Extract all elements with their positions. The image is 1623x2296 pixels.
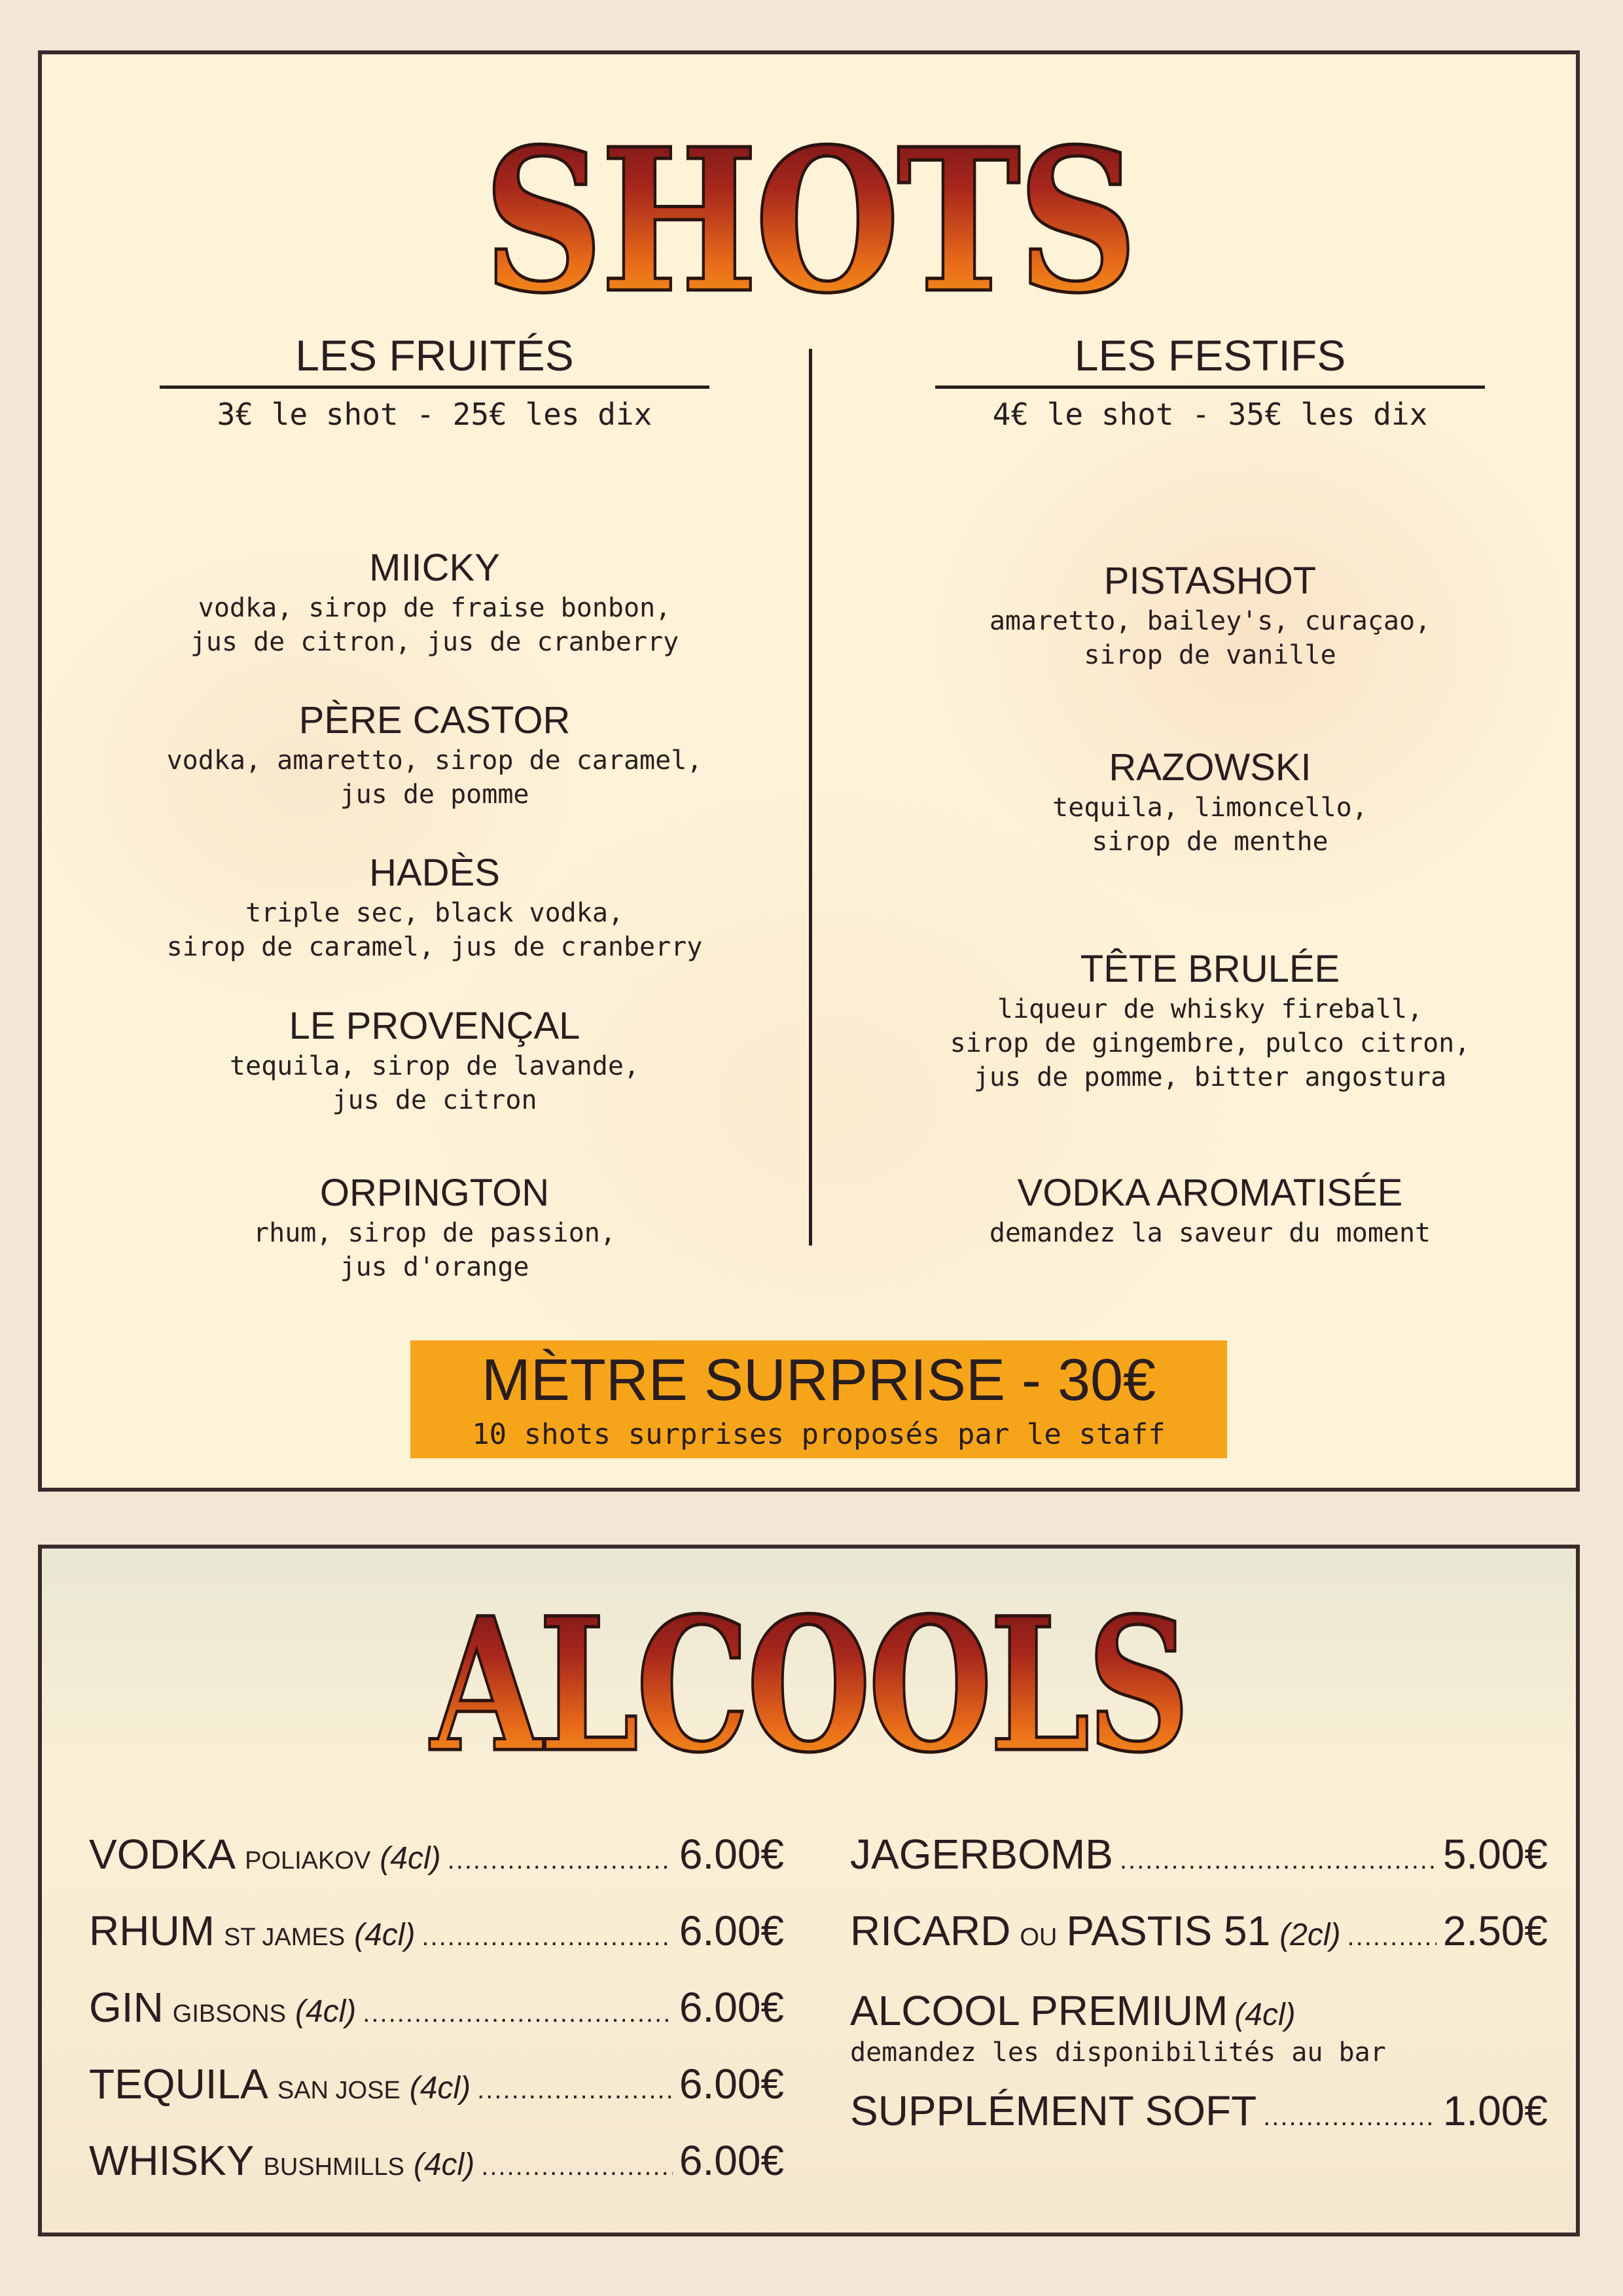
- shot-name: VODKA AROMATISÉE: [1017, 1172, 1403, 1214]
- surprise-subtitle: 10 shots surprises proposés par le staff: [472, 1418, 1166, 1451]
- shot-desc: liqueur de whisky fireball, sirop de gingembre, pulco citron, jus de pomme, bitter angostura: [950, 994, 1471, 1092]
- shot-name: HADÈS: [369, 852, 500, 894]
- alcool-row: [89, 1907, 784, 1983]
- alcool-price: 6.00€: [679, 2137, 784, 2184]
- dot-leader: [363, 1999, 673, 2028]
- surprise-title: MÈTRE SURPRISE - 30€: [481, 1348, 1156, 1413]
- alcool-price: 6.00€: [679, 1831, 784, 1878]
- shot-name: RAZOWSKI: [1109, 746, 1311, 789]
- alcool-volume: (4cl): [409, 2071, 471, 2106]
- alcools-title: ALCOOLS: [211, 1581, 1407, 1791]
- alcool-volume: (2cl): [1279, 1918, 1341, 1952]
- shot-name: MIICKY: [369, 547, 500, 589]
- alcool-volume: (4cl): [380, 1841, 441, 1876]
- alcool-brand: SAN JOSE: [277, 2077, 401, 2104]
- alcool-name: VODKA: [89, 1831, 236, 1878]
- shot-item: [147, 1170, 722, 1284]
- shot-name: LE PROVENÇAL: [289, 1005, 580, 1047]
- shot-item: [147, 545, 722, 659]
- alcool-volume: (4cl): [354, 1918, 416, 1952]
- festifs-heading: LES FESTIFS: [935, 329, 1485, 389]
- alcool-price: 6.00€: [679, 1907, 784, 1954]
- alcool-row: [89, 1830, 784, 1907]
- alcool-brand: ST JAMES: [223, 1924, 346, 1951]
- shot-desc: vodka, amaretto, sirop de caramel, jus de pomme: [166, 745, 703, 810]
- alcool-name: GIN: [89, 1984, 164, 2031]
- shot-name: TÊTE BRULÉE: [1080, 948, 1340, 990]
- festifs-column: [922, 329, 1498, 1248]
- shot-item: [922, 1170, 1498, 1250]
- alcool-premium: [850, 1983, 1548, 2087]
- dot-leader: [448, 1846, 673, 1875]
- alcool-name: PASTIS 51: [1066, 1907, 1271, 1954]
- alcool-volume: (4cl): [294, 1994, 357, 2029]
- festifs-price: 4€ le shot - 35€ les dix: [992, 397, 1428, 432]
- alcool-volume: (4cl): [1234, 1998, 1296, 2032]
- fruites-price: 3€ le shot - 25€ les dix: [217, 397, 652, 432]
- shots-title: SHOTS: [157, 113, 1461, 329]
- alcool-brand: POLIAKOV: [245, 1847, 371, 1874]
- alcools-right-list: [850, 1830, 1548, 2163]
- alcool-price: 1.00€: [1442, 2087, 1548, 2134]
- alcools-left-list: [89, 1830, 784, 2213]
- alcool-name: WHISKY: [89, 2137, 255, 2184]
- alcool-name: RHUM: [89, 1907, 215, 1954]
- alcool-price: 5.00€: [1442, 1831, 1548, 1878]
- alcool-name: JAGERBOMB: [850, 1831, 1113, 1878]
- shot-desc: rhum, sirop de passion, jus d'orange: [253, 1218, 616, 1282]
- alcool-row: [89, 2060, 784, 2136]
- alcool-row: [89, 2136, 784, 2213]
- fruites-column: [147, 329, 722, 1282]
- shot-name: PISTASHOT: [1103, 560, 1317, 602]
- shot-name: PÈRE CASTOR: [298, 699, 571, 742]
- shot-desc: vodka, sirop de fraise bonbon, jus de citron, jus de cranberry: [190, 593, 679, 657]
- alcool-price: 6.00€: [679, 1984, 784, 2031]
- alcool-connector: OU: [1020, 1924, 1058, 1951]
- alcools-panel: [38, 1545, 1580, 2236]
- alcool-name: RICARD: [850, 1907, 1011, 1954]
- metre-surprise-banner: [410, 1340, 1227, 1458]
- alcool-name: TEQUILA: [89, 2060, 268, 2108]
- alcool-name: ALCOOL PREMIUM: [850, 1987, 1228, 2034]
- dot-leader: [421, 1922, 672, 1952]
- alcool-price: 2.50€: [1442, 1907, 1548, 1954]
- shot-item: [147, 850, 722, 964]
- alcool-price: 6.00€: [679, 2060, 784, 2108]
- shot-item: [922, 558, 1498, 672]
- shot-item: [147, 1003, 722, 1117]
- shots-panel: [38, 50, 1580, 1492]
- alcool-brand: BUSHMILLS: [263, 2153, 404, 2181]
- shot-desc: demandez la saveur du moment: [989, 1218, 1431, 1248]
- dot-leader: [1263, 2102, 1436, 2132]
- alcool-name: SUPPLÉMENT SOFT: [850, 2087, 1257, 2134]
- shot-desc: amaretto, bailey's, curaçao, sirop de vanille: [989, 606, 1431, 670]
- fruites-heading: LES FRUITÉS: [160, 329, 709, 389]
- alcool-premium-desc: demandez les disponibilités au bar: [850, 2037, 1386, 2068]
- shot-name: ORPINGTON: [319, 1172, 550, 1214]
- shot-desc: triple sec, black vodka, sirop de caramel, jus de cranberry: [166, 898, 703, 962]
- alcool-row: [850, 1907, 1548, 1983]
- dot-leader: [477, 2075, 673, 2105]
- shot-item: [147, 698, 722, 812]
- dot-leader: [1120, 1846, 1436, 1875]
- shot-item: [922, 745, 1498, 859]
- alcool-row: [850, 1830, 1548, 1907]
- alcool-volume: (4cl): [413, 2147, 475, 2182]
- dot-leader: [1347, 1922, 1436, 1952]
- alcool-brand: GIBSONS: [172, 2000, 286, 2028]
- column-divider: [809, 349, 812, 1246]
- alcool-row: [850, 2087, 1548, 2163]
- alcool-row: [89, 1983, 784, 2060]
- shot-desc: tequila, sirop de lavande, jus de citron: [229, 1051, 640, 1115]
- dot-leader: [481, 2152, 673, 2181]
- shot-item: [922, 946, 1498, 1094]
- shot-desc: tequila, limoncello, sirop de menthe: [1052, 793, 1368, 857]
